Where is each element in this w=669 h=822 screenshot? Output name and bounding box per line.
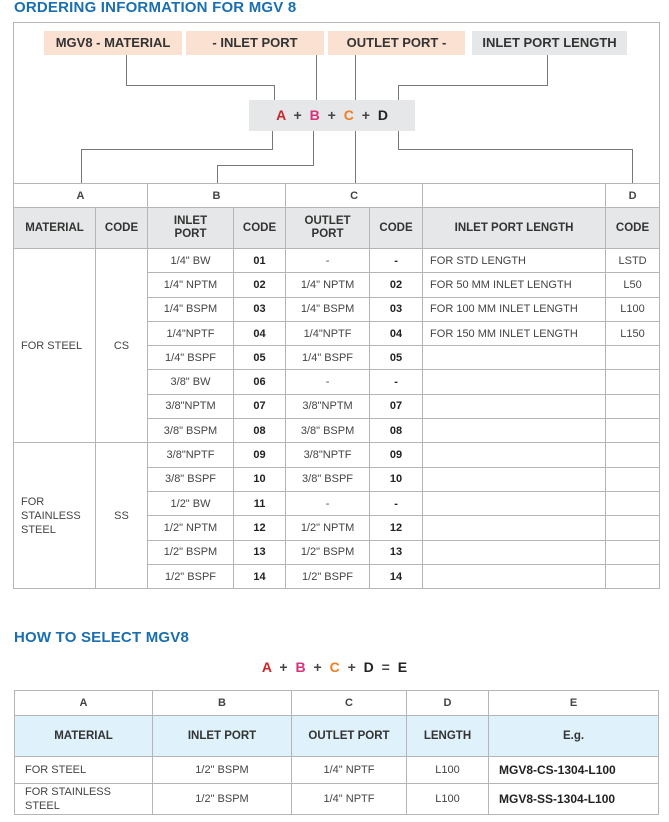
formula-plus: + xyxy=(347,659,356,675)
outlet-port-cell: 1/2" BSPF xyxy=(286,564,370,588)
header-material: MATERIAL xyxy=(15,716,153,757)
inlet-code-cell: 07 xyxy=(234,394,286,418)
column-letter-c: C xyxy=(292,691,407,716)
inlet-port-cell: 1/2" BSPM xyxy=(148,540,234,564)
outlet-code-cell: 07 xyxy=(370,394,423,418)
outlet-code-cell: 02 xyxy=(370,273,423,297)
length-code-cell xyxy=(606,346,660,370)
header-code: CODE xyxy=(234,208,286,249)
length-code-cell xyxy=(606,443,660,467)
outlet-port-cell: 3/8"NPTM xyxy=(286,394,370,418)
ordering-title: ORDERING INFORMATION FOR MGV 8 xyxy=(14,0,297,16)
inlet-port-cell: 3/8" BW xyxy=(148,370,234,394)
inlet-code-cell: 02 xyxy=(234,273,286,297)
formula-a: A xyxy=(261,659,272,675)
inlet-length-cell: FOR 100 MM INLET LENGTH xyxy=(423,297,606,321)
inlet-length-cell: FOR 50 MM INLET LENGTH xyxy=(423,273,606,297)
header-code: CODE xyxy=(606,208,660,249)
header-example: E.g. xyxy=(489,716,659,757)
inlet-port-cell: 1/4" NPTM xyxy=(148,273,234,297)
inlet-code-cell: 13 xyxy=(234,540,286,564)
outlet-port-cell: 1/4" BSPF xyxy=(286,346,370,370)
inlet-code-cell: 14 xyxy=(234,564,286,588)
formula-c: C xyxy=(343,107,354,123)
inlet-length-cell xyxy=(423,443,606,467)
select-formula xyxy=(0,659,669,675)
outlet-code-cell: - xyxy=(370,491,423,515)
outlet-code-cell: 09 xyxy=(370,443,423,467)
length-code-cell xyxy=(606,394,660,418)
header-material: MATERIAL xyxy=(14,208,96,249)
label-outlet-port: OUTLET PORT - xyxy=(328,31,465,55)
outlet-code-cell: - xyxy=(370,370,423,394)
inlet-length-cell xyxy=(423,346,606,370)
inlet-length-cell xyxy=(423,540,606,564)
inlet-code-cell: 11 xyxy=(234,491,286,515)
inlet-cell: 1/2" BSPM xyxy=(153,757,292,784)
inlet-port-cell: 3/8" BSPF xyxy=(148,467,234,491)
outlet-code-cell: 12 xyxy=(370,516,423,540)
column-letter-b: B xyxy=(148,184,286,208)
inlet-length-cell: FOR STD LENGTH xyxy=(423,249,606,273)
header-outlet-port: OUTLET PORT xyxy=(292,716,407,757)
formula-a: A xyxy=(276,107,286,123)
inlet-port-cell: 1/2" BSPF xyxy=(148,564,234,588)
outlet-cell: 1/4" NPTF xyxy=(292,757,407,784)
material-cell: FOR STAINLESS STEEL xyxy=(14,443,96,589)
formula-plus: + xyxy=(279,659,288,675)
table-row xyxy=(15,757,659,784)
inlet-code-cell: 03 xyxy=(234,297,286,321)
formula-equals: = xyxy=(381,659,390,675)
outlet-port-cell: 1/2" BSPM xyxy=(286,540,370,564)
formula-b: B xyxy=(295,659,306,675)
inlet-port-cell: 3/8"NPTF xyxy=(148,443,234,467)
inlet-length-cell xyxy=(423,370,606,394)
inlet-code-cell: 10 xyxy=(234,467,286,491)
column-letter-d: D xyxy=(606,184,660,208)
length-code-cell xyxy=(606,516,660,540)
outlet-code-cell: 10 xyxy=(370,467,423,491)
select-title: HOW TO SELECT MGV8 xyxy=(14,629,190,646)
outlet-port-cell: - xyxy=(286,370,370,394)
inlet-code-cell: 12 xyxy=(234,516,286,540)
inlet-port-cell: 3/8"NPTM xyxy=(148,394,234,418)
label-material: MGV8 - MATERIAL xyxy=(44,31,182,55)
table-row xyxy=(14,443,660,467)
inlet-cell: 1/2" BSPM xyxy=(153,784,292,815)
column-letter-a: A xyxy=(14,184,148,208)
inlet-length-cell xyxy=(423,394,606,418)
formula-plus: + xyxy=(361,107,370,123)
outlet-port-cell: 1/4" NPTM xyxy=(286,273,370,297)
length-code-cell xyxy=(606,540,660,564)
inlet-port-cell: 1/4" BSPF xyxy=(148,346,234,370)
outlet-port-cell: 1/4"NPTF xyxy=(286,321,370,345)
material-cell: FOR STAINLESS STEEL xyxy=(15,784,153,815)
material-code-cell: SS xyxy=(96,443,148,589)
header-inlet-port: INLET PORT xyxy=(153,716,292,757)
formula-e: E xyxy=(397,659,408,675)
ordering-table xyxy=(13,183,660,589)
outlet-port-cell: 1/4" BSPM xyxy=(286,297,370,321)
outlet-port-cell: 3/8" BSPM xyxy=(286,419,370,443)
material-code-cell: CS xyxy=(96,249,148,443)
formula-plus: + xyxy=(313,659,322,675)
length-cell: L100 xyxy=(407,757,489,784)
outlet-port-cell: 1/2" NPTM xyxy=(286,516,370,540)
outlet-port-cell: 3/8"NPTF xyxy=(286,443,370,467)
inlet-port-cell: 1/4" BSPM xyxy=(148,297,234,321)
formula-plus: + xyxy=(293,107,302,123)
length-code-cell xyxy=(606,491,660,515)
inlet-code-cell: 08 xyxy=(234,419,286,443)
outlet-port-cell: 3/8" BSPF xyxy=(286,467,370,491)
inlet-length-cell xyxy=(423,467,606,491)
length-code-cell: LSTD xyxy=(606,249,660,273)
header-inlet-port-length: INLET PORT LENGTH xyxy=(423,208,606,249)
column-letter-d: D xyxy=(407,691,489,716)
outlet-code-cell: 14 xyxy=(370,564,423,588)
inlet-length-cell xyxy=(423,516,606,540)
outlet-code-cell: 03 xyxy=(370,297,423,321)
inlet-port-cell: 1/2" BW xyxy=(148,491,234,515)
column-letter-e: E xyxy=(489,691,659,716)
length-cell: L100 xyxy=(407,784,489,815)
inlet-port-cell: 1/2" NPTM xyxy=(148,516,234,540)
header-code: CODE xyxy=(96,208,148,249)
inlet-code-cell: 04 xyxy=(234,321,286,345)
label-inlet-port-length: INLET PORT LENGTH xyxy=(472,31,627,55)
header-outlet-port: OUTLET PORT xyxy=(286,208,370,249)
inlet-length-cell xyxy=(423,491,606,515)
column-letter-b: B xyxy=(153,691,292,716)
header-inlet-port: INLET PORT xyxy=(148,208,234,249)
table-row xyxy=(14,249,660,273)
outlet-code-cell: 05 xyxy=(370,346,423,370)
length-code-cell: L50 xyxy=(606,273,660,297)
inlet-code-cell: 09 xyxy=(234,443,286,467)
length-code-cell xyxy=(606,564,660,588)
outlet-cell: 1/4" NPTF xyxy=(292,784,407,815)
header-length: LENGTH xyxy=(407,716,489,757)
outlet-port-cell: - xyxy=(286,491,370,515)
column-letter-c: C xyxy=(286,184,423,208)
column-letter-empty xyxy=(423,184,606,208)
outlet-code-cell: - xyxy=(370,249,423,273)
inlet-code-cell: 05 xyxy=(234,346,286,370)
length-code-cell xyxy=(606,370,660,394)
outlet-code-cell: 13 xyxy=(370,540,423,564)
inlet-length-cell: FOR 150 MM INLET LENGTH xyxy=(423,321,606,345)
inlet-port-cell: 1/4" BW xyxy=(148,249,234,273)
material-cell: FOR STEEL xyxy=(15,757,153,784)
formula-b: B xyxy=(309,107,320,123)
example-cell: MGV8-CS-1304-L100 xyxy=(489,757,659,784)
material-cell: FOR STEEL xyxy=(14,249,96,443)
table-row xyxy=(15,784,659,815)
label-inlet-port: - INLET PORT xyxy=(186,31,324,55)
inlet-length-cell xyxy=(423,564,606,588)
length-code-cell xyxy=(606,419,660,443)
inlet-length-cell xyxy=(423,419,606,443)
outlet-code-cell: 04 xyxy=(370,321,423,345)
formula-d: D xyxy=(363,659,374,675)
inlet-code-cell: 06 xyxy=(234,370,286,394)
formula-c: C xyxy=(329,659,340,675)
column-letter-a: A xyxy=(15,691,153,716)
formula-d: D xyxy=(377,107,388,123)
inlet-code-cell: 01 xyxy=(234,249,286,273)
length-code-cell: L100 xyxy=(606,297,660,321)
outlet-code-cell: 08 xyxy=(370,419,423,443)
formula-plus: + xyxy=(327,107,336,123)
outlet-port-cell: - xyxy=(286,249,370,273)
length-code-cell xyxy=(606,467,660,491)
length-code-cell: L150 xyxy=(606,321,660,345)
select-table xyxy=(14,690,659,815)
example-cell: MGV8-SS-1304-L100 xyxy=(489,784,659,815)
formula-box xyxy=(249,100,415,131)
header-code: CODE xyxy=(370,208,423,249)
inlet-port-cell: 3/8" BSPM xyxy=(148,419,234,443)
inlet-port-cell: 1/4"NPTF xyxy=(148,321,234,345)
